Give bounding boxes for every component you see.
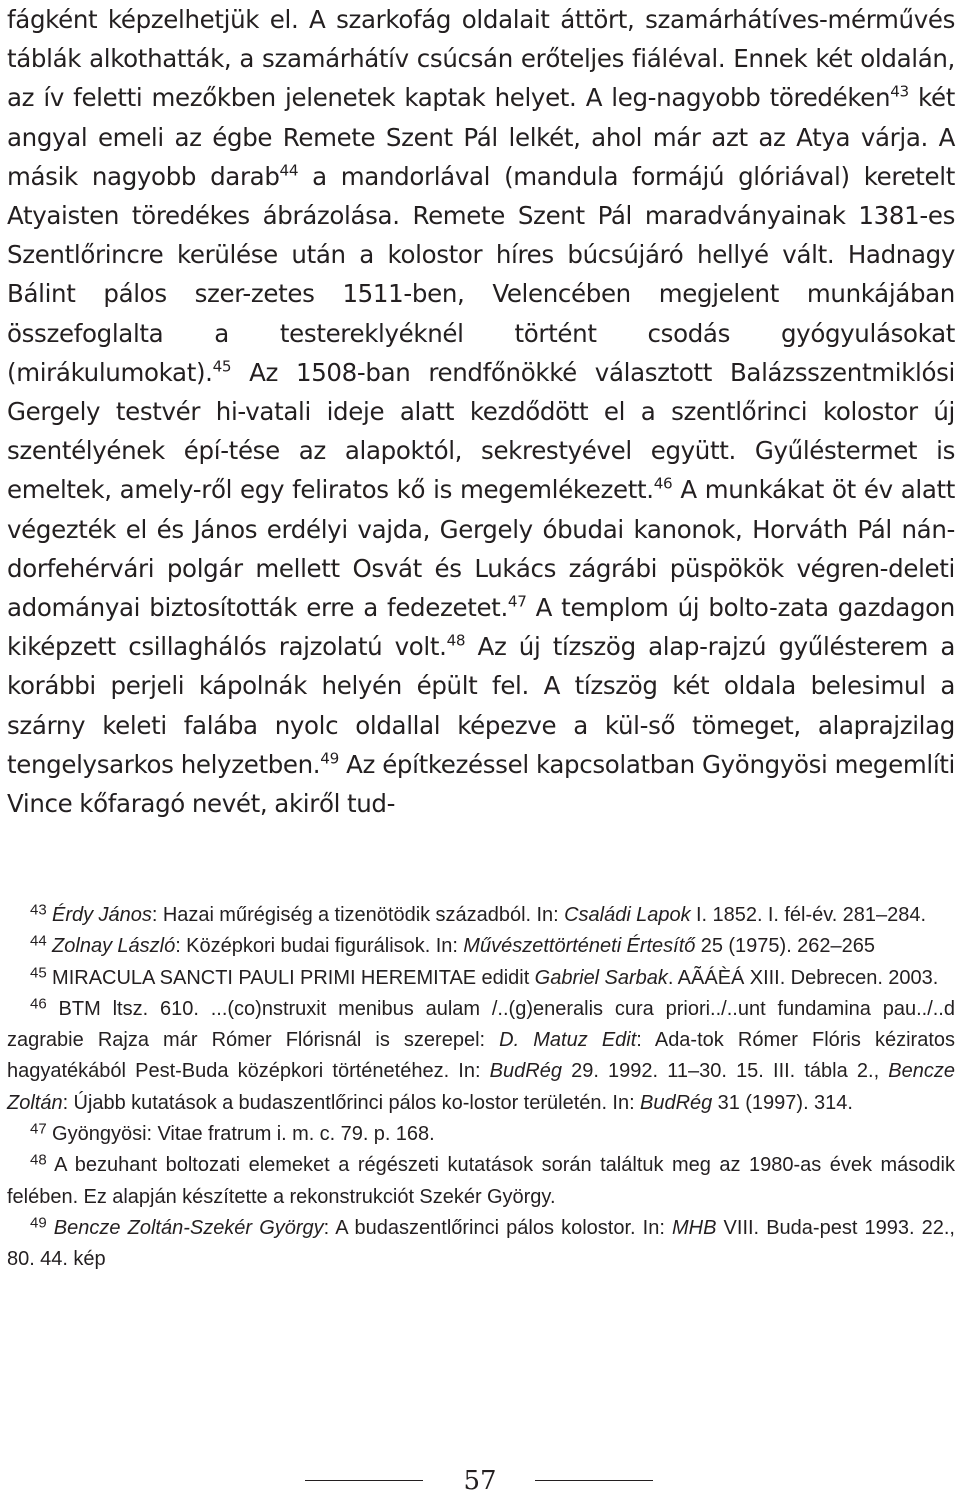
footnote-author: Zolnay László	[52, 935, 176, 958]
footnote-author: Bencze Zoltán	[7, 1060, 955, 1114]
footnote-text: 29. 1992. 11–30. 15. III. tábla 2.,	[561, 1060, 889, 1083]
footnote-text: : Újabb kutatások a budaszentlőrinci pálos ko-lostor területén. In:	[62, 1091, 641, 1114]
footnote-text: . AÃÁÈÁ XIII. Debrecen. 2003.	[667, 966, 939, 989]
footnote-45	[7, 963, 955, 994]
footnote-46	[7, 994, 955, 1119]
footnote-number: 45	[30, 963, 47, 981]
footnote-number: 43	[30, 901, 47, 919]
footnote-text: Gyöngyösi: Vitae fratrum i. m. c. 79. p. 168.	[46, 1123, 435, 1146]
footnote-journal: BudRég	[489, 1060, 562, 1083]
footer-rule-right	[535, 1480, 653, 1481]
footnote-author: D. Matuz Edit	[499, 1029, 637, 1052]
footnote-ref-49[interactable]: 49	[320, 749, 339, 768]
footnote-text: I. 1852. I. fél-év. 281–284.	[690, 904, 927, 926]
footnote-journal: Művészettörténeti Értesítő	[463, 935, 696, 958]
footnote-text: 25 (1975). 262–265	[695, 935, 875, 958]
text-run: Az építkezéssel kapcsolatban Gyöngyösi megemlíti Vince kőfaragó nevét, akiről tud-	[7, 749, 955, 819]
footnote-number: 49	[30, 1214, 47, 1232]
footnote-ref-48[interactable]: 48	[446, 631, 466, 650]
text-run: A templom új bolto-zata gazdagon kiképzett csillaghálós rajzolatú volt.	[7, 593, 955, 662]
footnote-number: 47	[30, 1120, 47, 1138]
footnote-number: 48	[30, 1151, 47, 1169]
footnote-text: 31 (1997). 314.	[712, 1091, 853, 1114]
footnote-author: Bencze Zoltán-Szekér György	[53, 1216, 324, 1239]
footnote-author: Érdy János	[52, 904, 152, 926]
footnote-text: : Középkori budai figurálisok. In:	[175, 935, 464, 958]
footnote-48	[7, 1150, 955, 1213]
page-number: 57	[463, 1466, 497, 1496]
footnote-number: 46	[30, 995, 47, 1013]
text-run: két angyal emeli az égbe Remete Szent Pál lelkét, ahol már azt az Atya várja. A másik nagyobb darab	[7, 83, 956, 191]
footnote-ref-43[interactable]: 43	[890, 83, 909, 101]
footnote-text: : Ada-tok Rómer Flóris kéziratos hagyatékából Pest-Buda középkori történetéhez. In:	[7, 1029, 955, 1083]
footnote-ref-47[interactable]: 47	[507, 592, 527, 611]
body-text	[7, 0, 955, 823]
body-paragraph	[7, 0, 955, 823]
footnote-49	[7, 1213, 955, 1276]
text-run: A munkákat öt év alatt végezték el és János erdélyi vajda, Gergely óbudai kanonok, Horváth Pál nán-dorfehérvári polgár mellett Osvát és Lukács zágrábi püspökök végren-deleti adományai biztosították erre a fedezetet.	[7, 475, 956, 623]
footnote-47	[7, 1119, 955, 1150]
footnote-journal: BudRég	[640, 1091, 713, 1114]
text-run: fágként képzelhetjük el. A szarkofág oldalait áttört, szamárhátíves-mérművés táblák alkothatták, a szamárhátív csúcsán erőteljes fiáléval. Ennek két oldalán, az ív feletti mezőkben jelenetek kaptak helyet. A leg-nagyobb töredéken	[7, 5, 955, 113]
footnote-text: : Hazai műrégiség a tizenötödik századból. In:	[151, 904, 565, 926]
footnote-ref-45[interactable]: 45	[212, 357, 232, 376]
footnote-journal: MHB	[672, 1216, 717, 1239]
text-run: Az 1508-ban rendfőnökké választott Balázsszentmiklósi Gergely testvér hi-vatali ideje alatt kezdődött el a szentlőrinci kolostor új szentélyének épí-tése az alapoktól, sekrestyével együtt. Gyűléstermet is emeltek, amely-ről egy feliratos kő is megemlékezett.	[7, 357, 955, 505]
footnote-ref-44[interactable]: 44	[279, 161, 299, 180]
footnote-number: 44	[30, 932, 47, 950]
footnotes-section	[7, 900, 955, 1276]
footnote-journal: Családi Lapok	[564, 904, 691, 926]
footnote-ref-46[interactable]: 46	[653, 475, 673, 494]
text-run: a mandorlával (mandula formájú glóriával) keretelt Atyaisten töredékes ábrázolása. Remete Szent Pál maradványainak 1381-es Szentlőrincre kerülése után a kolostor híres búcsújáró hellyé vált. Hadnagy Bálint pálos szer-zetes 1511-ben, Velencében megjelent munkájában összefoglalta a testereklyéknél történt csodás gyógyulásokat (mirákulumokat).	[7, 161, 955, 387]
footnote-text: BTM ltsz. 610. ...(co)nstruxit menibus aulam /..(g)eneralis cura priori../..unt fundamina pau../..d zagrabie Rajza már Rómer Flórisnál is szerepel:	[7, 997, 955, 1052]
text-run: Az új tízszög alap-rajzú gyűlésterem a korábbi perjeli kápolnák helyén épült fel. A tízszög két oldala belesimul a szárny keleti falába nyolc oldallal képezve a kül-ső tömeget, alaprajzilag tengelysarkos helyzetben.	[7, 632, 955, 779]
page-footer	[0, 1466, 960, 1500]
footnote-44	[7, 931, 955, 962]
footnote-text: A bezuhant boltozati elemeket a régészeti kutatások során találtuk meg az 1980-as évek második felében. Ez alapján készítette a rekonstrukciót Szekér György.	[7, 1154, 955, 1208]
footnote-editor: Gabriel Sarbak	[534, 966, 668, 989]
footnote-43	[7, 900, 955, 931]
footnote-text: MIRACULA SANCTI PAULI PRIMI HEREMITAE edidit	[46, 966, 535, 989]
footnote-text: VIII. Buda-pest 1993. 22., 80. 44. kép	[7, 1216, 955, 1271]
footnote-text: : A budaszentlőrinci pálos kolostor. In:	[323, 1216, 672, 1239]
